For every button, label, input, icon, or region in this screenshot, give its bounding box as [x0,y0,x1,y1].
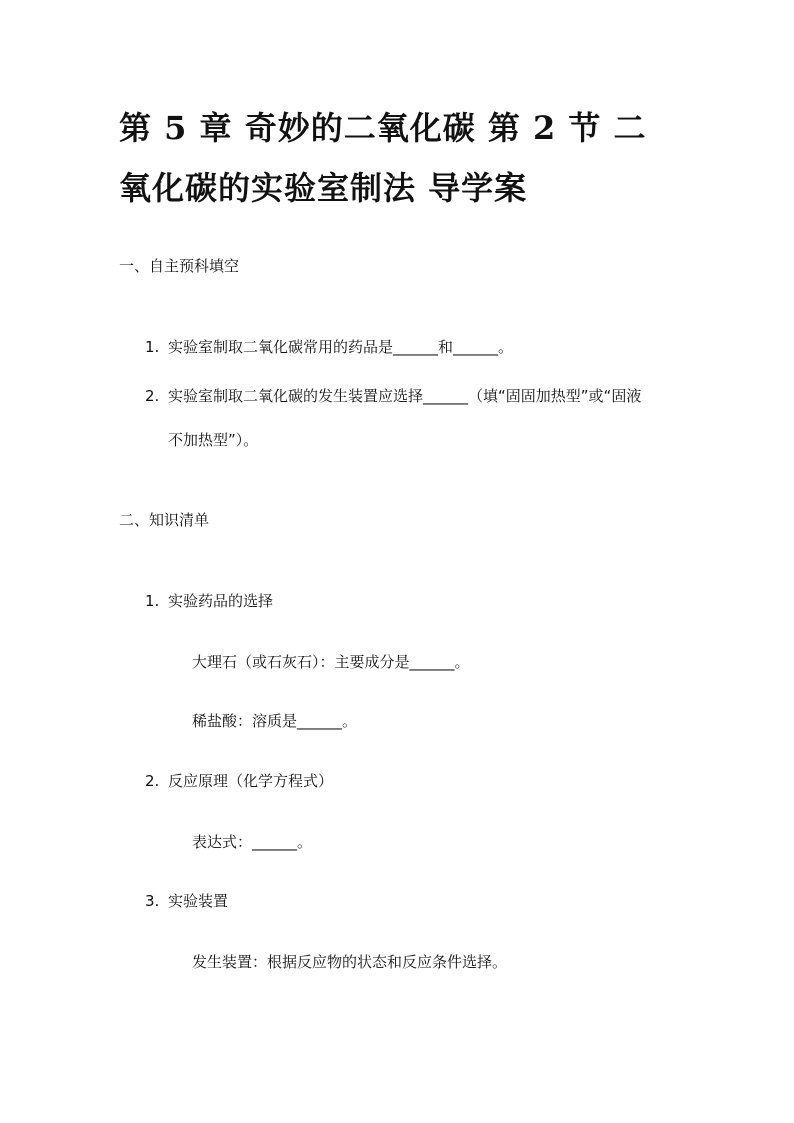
section-2-heading: 二、知识清单 [119,511,210,529]
item-number: 2. [145,772,160,790]
item-text: 实验装置 [168,892,229,910]
item-text: 实验药品的选择 [168,592,274,610]
section-1-heading: 一、自主预科填空 [119,257,240,275]
section-1-item-2-continuation: 不加热型”）。 [168,431,259,449]
item-text: 实验室制取二氧化碳常用的药品是______和______。 [168,338,514,356]
document-title-line-1: 第 5 章 奇妙的二氧化碳 第 2 节 二 [119,109,647,147]
item-number: 1. [145,338,160,356]
item-number: 2. [145,387,160,405]
item-text: 反应原理（化学方程式） [168,772,334,790]
section-1-item-2 [145,386,641,406]
section-2-item-1-sub-2: 稀盐酸：溶质是______。 [192,712,358,730]
item-number: 1. [145,592,160,610]
section-1-item-1 [145,337,513,357]
section-2-item-3-sub-1: 发生装置：根据反应物的状态和反应条件选择。 [192,953,508,971]
section-2-item-2 [145,771,333,791]
document-title-line-2: 氧化碳的实验室制法 导学案 [119,169,528,207]
item-text: 实验室制取二氧化碳的发生装置应选择______（填“固固加热型”或“固液 [168,387,642,405]
section-2-item-3 [145,891,228,911]
section-2-item-1 [145,591,273,611]
item-number: 3. [145,892,160,910]
section-2-item-1-sub-1: 大理石（或石灰石）：主要成分是______。 [192,653,470,671]
section-2-item-2-sub-1: 表达式：______。 [192,833,313,851]
